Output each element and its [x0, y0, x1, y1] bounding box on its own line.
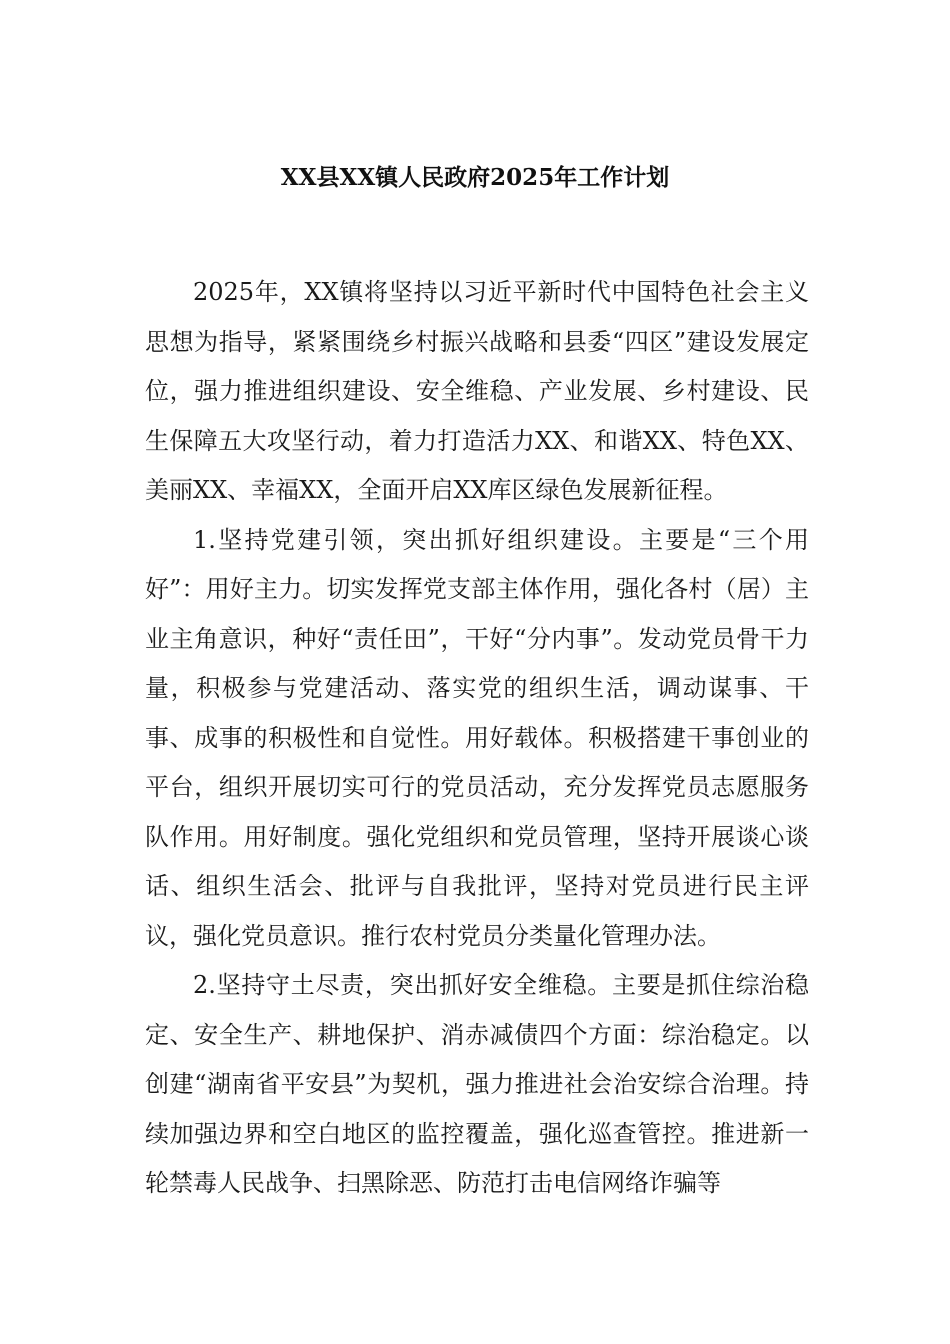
section-1-party-building-paragraph: 1.坚持党建引领，突出抓好组织建设。主要是“三个用好”：用好主力。切实发挥党支部主体作用，强化各村（居）主业主角意识，种好“责任田”，干好“分内事”。发动党员骨干力量，积极参与党建活动、落实党的组织生活，调动谋事、干事、成事的积极性和自觉性。用好载体。积极搭建干事创业的平台，组织开展切实可行的党员活动，充分发挥党员志愿服务队作用。用好制度。强化党组织和党员管理，坚持开展谈心谈话、组织生活会、批评与自我批评，坚持对党员进行民主评议，强化党员意识。推行农村党员分类量化管理办法。 [145, 525, 809, 950]
document-title: XX县XX镇人民政府2025年工作计划 [280, 164, 670, 191]
section-2-safety-stability-paragraph: 2.坚持守土尽责，突出抓好安全维稳。主要是抓住综治稳定、安全生产、耕地保护、消赤减债四个方面：综治稳定。以创建“湖南省平安县”为契机，强力推进社会治安综合治理。持续加强边界和空白地区的监控覆盖，强化巡查管控。推进新一轮禁毒人民战争、扫黑除恶、防范打击电信网络诈骗等 [145, 971, 809, 1197]
intro-paragraph: 2025年，XX镇将坚持以习近平新时代中国特色社会主义思想为指导，紧紧围绕乡村振兴战略和县委“四区”建设发展定位，强力推进组织建设、安全维稳、产业发展、乡村建设、民生保障五大攻坚行动，着力打造活力XX、和谐XX、特色XX、美丽XX、幸福XX，全面开启XX库区绿色发展新征程。 [145, 278, 809, 504]
document-body [145, 268, 809, 1209]
